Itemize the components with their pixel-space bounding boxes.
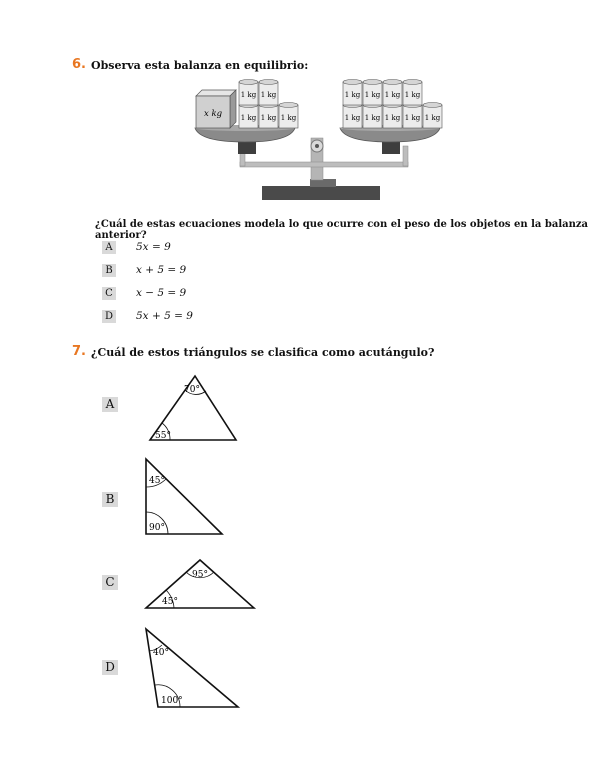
svg-text:1 kg: 1 kg — [280, 114, 297, 122]
left-weights — [239, 80, 298, 129]
triangle-b-letter[interactable]: B — [102, 492, 118, 507]
option-c-equation: x − 5 = 9 — [136, 287, 187, 299]
weight-1kg — [343, 80, 362, 106]
question-7-number: 7. — [72, 344, 86, 359]
svg-text:1 kg: 1 kg — [404, 91, 421, 99]
svg-text:1 kg: 1 kg — [260, 114, 277, 122]
triangle-d-angle-bottom: 100° — [161, 696, 183, 706]
right-weights — [343, 80, 442, 129]
svg-text:1 kg: 1 kg — [240, 114, 257, 122]
svg-text:1 kg: 1 kg — [384, 114, 401, 122]
weight-1kg — [279, 103, 298, 129]
question-6-number: 6. — [72, 57, 86, 72]
scale-beam — [240, 162, 408, 167]
option-a-letter[interactable]: A — [102, 241, 116, 254]
option-b-equation: x + 5 = 9 — [136, 264, 187, 276]
triangle-d-letter[interactable]: D — [102, 660, 118, 675]
svg-text:1 kg: 1 kg — [344, 114, 361, 122]
weight-1kg — [383, 103, 402, 129]
svg-text:1 kg: 1 kg — [260, 91, 277, 99]
svg-text:1 kg: 1 kg — [404, 114, 421, 122]
option-a-equation: 5x = 9 — [136, 241, 171, 253]
svg-text:1 kg: 1 kg — [384, 91, 401, 99]
question-6-subquestion: ¿Cuál de estas ecuaciones modela lo que ocurre con el peso de los objetos en la balanza anterior? — [95, 219, 589, 241]
svg-text:1 kg: 1 kg — [240, 91, 257, 99]
svg-text:1 kg: 1 kg — [424, 114, 441, 122]
triangle-b-angle-bottom: 90° — [149, 523, 165, 533]
weight-1kg — [239, 103, 258, 129]
triangle-c-angle-bottom: 45° — [162, 597, 178, 607]
weight-1kg — [363, 103, 382, 129]
weight-1kg — [343, 103, 362, 129]
triangle-a-angle-bottom: 55° — [155, 431, 171, 441]
weight-1kg — [423, 103, 442, 129]
svg-text:1 kg: 1 kg — [344, 91, 361, 99]
weight-1kg — [239, 80, 258, 106]
svg-text:x kg: x kg — [203, 109, 223, 119]
option-b-letter[interactable]: B — [102, 264, 116, 277]
scale-base — [262, 186, 380, 200]
triangle-c — [140, 556, 258, 612]
svg-text:1 kg: 1 kg — [364, 114, 381, 122]
weight-1kg — [259, 80, 278, 106]
triangle-d-angle-top: 40° — [153, 648, 169, 658]
triangle-b — [140, 455, 230, 537]
triangle-a-letter[interactable]: A — [102, 397, 118, 412]
weight-1kg — [403, 80, 422, 106]
question-7-prompt: ¿Cuál de estos triángulos se clasifica como acutángulo? — [91, 346, 435, 359]
weight-1kg — [363, 80, 382, 106]
question-6-prompt: Observa esta balanza en equilibrio: — [91, 59, 309, 72]
weight-1kg — [383, 80, 402, 106]
option-c-letter[interactable]: C — [102, 287, 116, 300]
option-d-letter[interactable]: D — [102, 310, 116, 323]
balance-scale-illustration — [190, 76, 460, 206]
triangle-b-angle-top: 45° — [149, 476, 165, 486]
triangle-d — [140, 625, 242, 711]
weight-1kg — [259, 103, 278, 129]
triangle-c-letter[interactable]: C — [102, 575, 118, 590]
svg-text:1 kg: 1 kg — [364, 91, 381, 99]
option-d-equation: 5x + 5 = 9 — [136, 310, 193, 322]
weight-1kg — [403, 103, 422, 129]
triangle-c-angle-top: 95° — [192, 570, 208, 580]
triangle-a — [140, 370, 245, 445]
triangle-a-angle-top: 70° — [184, 385, 200, 395]
unknown-weight-box — [196, 90, 236, 128]
